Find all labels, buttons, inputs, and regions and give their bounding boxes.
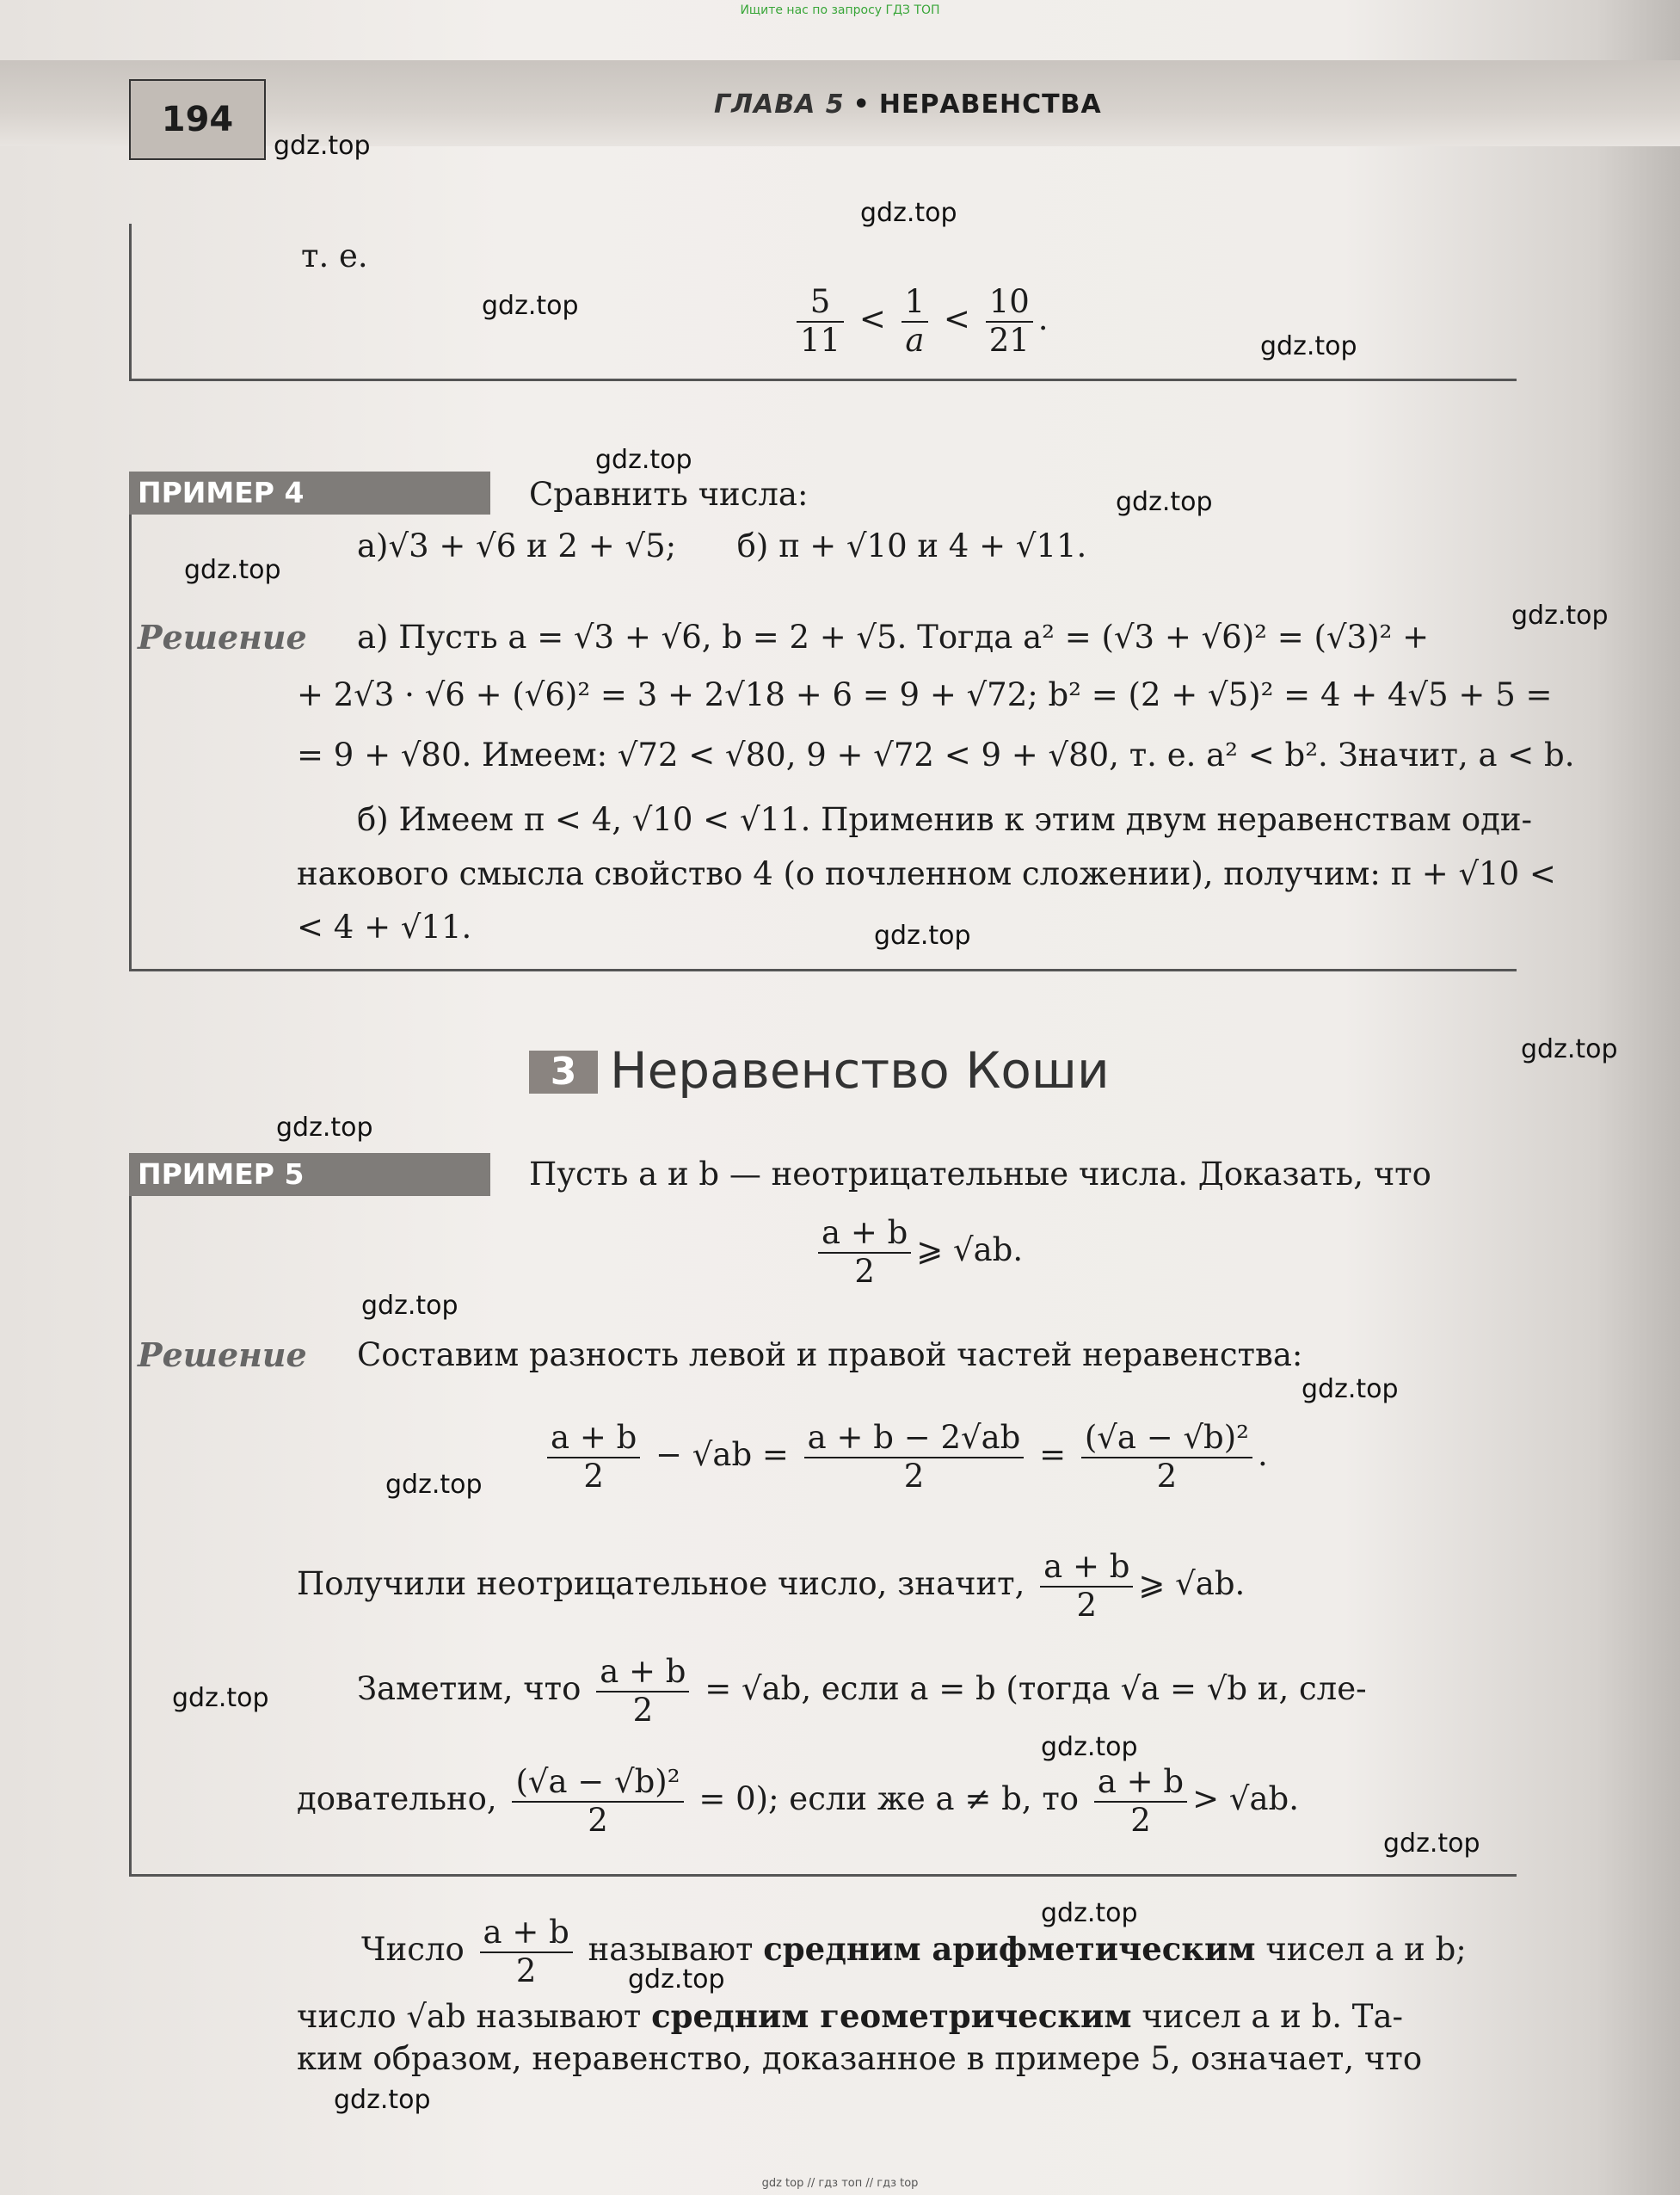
- watermark: gdz.top: [1260, 331, 1357, 361]
- example4-task: Сравнить числа:: [529, 476, 809, 513]
- note-frac: $\frac{a + b}{2}$: [596, 1654, 689, 1729]
- watermark: gdz.top: [334, 2085, 431, 2115]
- watermark: gdz.top: [1041, 1898, 1138, 1928]
- frac-10-21: $\frac{10}{21}$: [986, 284, 1033, 359]
- page-number: 194: [129, 79, 266, 160]
- example4-sol-line-1: а) Пусть a = √3 + √6, b = 2 + √5. Тогда a² = (√3 + √6)² = (√3)² +: [357, 619, 1430, 656]
- note2-frac-1: $\frac{\text{(√a − √b)²}}{2}$: [512, 1764, 683, 1839]
- watermark: gdz.top: [1383, 1828, 1480, 1859]
- frac-1-a: $\frac{1}{a}$: [902, 284, 929, 359]
- chapter-title: НЕРАВЕНСТВА: [878, 89, 1102, 120]
- example5-solution-label: Решение: [138, 1335, 307, 1374]
- bottom-note: gdz top // гдз топ // гдз top: [761, 2177, 919, 2190]
- example5-got: Получили неотрицательное число, значит, $\frac{a + b}{2}$ ⩾ √ab.: [297, 1548, 1246, 1624]
- watermark: gdz.top: [595, 445, 692, 475]
- eq-frac-2: $\frac{a + b - 2√ab}{2}$: [804, 1420, 1025, 1495]
- watermark: gdz.top: [1116, 487, 1213, 517]
- watermark: gdz.top: [276, 1113, 373, 1143]
- def-frac: $\frac{a + b}{2}$: [480, 1914, 573, 1989]
- section-title: Неравенство Коши: [610, 1041, 1110, 1100]
- term-arithmetic-mean: средним арифметическим: [763, 1930, 1256, 1969]
- example5-equation: $\frac{a + b}{2}$ − √ab = $\frac{a + b - 2√ab}{2}$ = $\frac{\text{(√a − √b)²}}{2}$ .: [542, 1420, 1268, 1495]
- prev-inequality: $\frac{5}{11}$ < $\frac{1}{a}$ < $\frac{10}{21}$ .: [791, 284, 1049, 359]
- top-note: Ищите нас по запросу ГДЗ ТОП: [740, 3, 940, 17]
- watermark: gdz.top: [1041, 1732, 1138, 1762]
- watermark: gdz.top: [172, 1683, 269, 1713]
- watermark: gdz.top: [361, 1291, 458, 1321]
- example5-label: ПРИМЕР 5: [129, 1153, 490, 1196]
- eq-frac-1: $\frac{a + b}{2}$: [547, 1420, 640, 1495]
- section-number: 3: [529, 1051, 598, 1094]
- example4-solution-label: Решение: [138, 618, 307, 657]
- example5-note-1: Заметим, что $\frac{a + b}{2}$ = √ab, если a = b (тогда √a = √b и, сле-: [357, 1653, 1367, 1729]
- example5-statement: $\frac{a + b}{2}$ ⩾ √ab.: [813, 1215, 1023, 1290]
- definition-line-3: ким образом, неравенство, доказанное в примере 5, означает, что: [297, 2040, 1423, 2077]
- watermark: gdz.top: [274, 131, 371, 161]
- example4-sol-line-5: накового смысла свойство 4 (о почленном сложении), получим: π + √10 <: [297, 855, 1556, 892]
- frac-ab-2: $\frac{a + b}{2}$: [818, 1215, 911, 1290]
- definition-line-2: число √ab называют средним геометрическим чисел a и b. Та-: [297, 1997, 1404, 2035]
- note2-frac-2: $\frac{a + b}{2}$: [1094, 1764, 1187, 1839]
- example4-sol-line-6: < 4 + √11.: [297, 909, 472, 946]
- example4-items: а)√3 + √6 и 2 + √5; б) π + √10 и 4 + √11.: [357, 527, 1087, 564]
- watermark: gdz.top: [1521, 1034, 1618, 1064]
- eq-frac-3: $\frac{\text{(√a − √b)²}}{2}$: [1081, 1420, 1252, 1495]
- watermark: gdz.top: [860, 198, 957, 228]
- watermark: gdz.top: [628, 1964, 725, 1995]
- chapter-dot: •: [852, 89, 871, 120]
- example5-note-2: довательно, $\frac{\text{(√a − √b)²}}{2}$ = 0); если же a ≠ b, то $\frac{a + b}{2}$ > √ab.: [297, 1763, 1299, 1839]
- term-geometric-mean: средним геометрическим: [651, 1997, 1132, 2035]
- watermark: gdz.top: [1302, 1374, 1399, 1404]
- watermark: gdz.top: [184, 555, 281, 585]
- example4-sol-line-4: б) Имеем π < 4, √10 < √11. Применив к этим двум неравенствам оди-: [357, 801, 1533, 838]
- watermark: gdz.top: [1511, 601, 1609, 631]
- frac-5-11: $\frac{5}{11}$: [797, 284, 844, 359]
- watermark: gdz.top: [385, 1470, 483, 1500]
- section-heading: [529, 1041, 1110, 1100]
- example4-label: ПРИМЕР 4: [129, 472, 490, 515]
- chapter-label: ГЛАВА 5: [714, 89, 845, 120]
- got-frac: $\frac{a + b}{2}$: [1040, 1549, 1133, 1624]
- example5-sol-line-1: Составим разность левой и правой частей неравенства:: [357, 1336, 1303, 1373]
- example4-sol-line-2: + 2√3 · √6 + (√6)² = 3 + 2√18 + 6 = 9 + √72; b² = (2 + √5)² = 4 + 4√5 + 5 =: [297, 676, 1553, 713]
- watermark: gdz.top: [482, 291, 579, 321]
- definition-line-1: Число $\frac{a + b}{2}$ называют средним арифметическим чисел a и b;: [361, 1914, 1467, 1989]
- example4-sol-line-3: = 9 + √80. Имеем: √72 < √80, 9 + √72 < 9 + √80, т. е. a² < b². Значит, a < b.: [297, 737, 1575, 774]
- chapter-header: [714, 89, 1102, 120]
- watermark: gdz.top: [874, 921, 971, 951]
- prev-te: т. е.: [301, 237, 368, 274]
- example5-task: Пусть a и b — неотрицательные числа. Доказать, что: [529, 1156, 1431, 1193]
